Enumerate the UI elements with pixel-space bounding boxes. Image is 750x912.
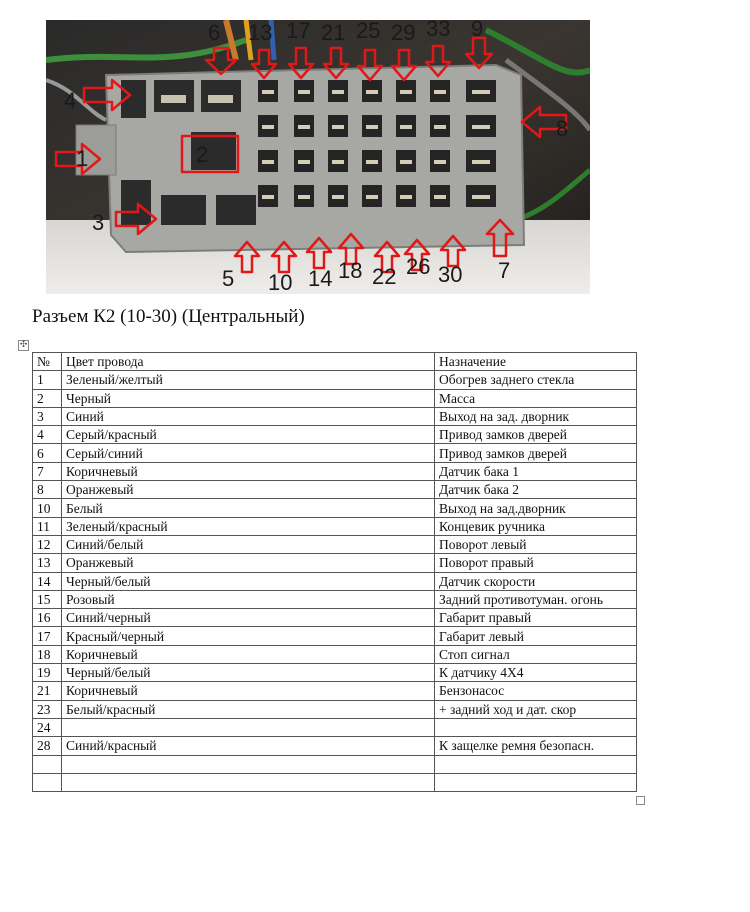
table-row <box>33 517 637 535</box>
pin-label: 4 <box>64 88 77 113</box>
cell-wire-color: Черный <box>62 389 435 407</box>
pin-label: 6 <box>208 20 221 45</box>
cell-wire-color: Белый/красный <box>62 700 435 718</box>
cell-pin-number: 6 <box>33 444 62 462</box>
pin-label: 3 <box>92 210 105 235</box>
cell-pin-number: 7 <box>33 462 62 480</box>
cell-wire-color <box>62 755 435 773</box>
cell-purpose: Габарит правый <box>435 609 637 627</box>
cell-purpose: Стоп сигнал <box>435 645 637 663</box>
pin-label: 2 <box>196 142 209 167</box>
cell-wire-color: Белый <box>62 499 435 517</box>
cell-wire-color: Черный/белый <box>62 572 435 590</box>
table-row <box>33 718 637 736</box>
pin-label: 21 <box>321 20 346 45</box>
cell-wire-color: Коричневый <box>62 682 435 700</box>
cell-purpose <box>435 755 637 773</box>
cell-purpose: Концевик ручника <box>435 517 637 535</box>
pin-label: 14 <box>308 266 333 291</box>
cell-wire-color: Серый/синий <box>62 444 435 462</box>
cell-purpose: Привод замков дверей <box>435 426 637 444</box>
table-row <box>33 664 637 682</box>
pin-label: 5 <box>222 266 235 291</box>
cell-purpose: Датчик бака 1 <box>435 462 637 480</box>
cell-wire-color: Серый/красный <box>62 426 435 444</box>
cell-wire-color: Коричневый <box>62 645 435 663</box>
cell-pin-number: 19 <box>33 664 62 682</box>
cell-purpose <box>435 773 637 791</box>
cell-pin-number: 13 <box>33 554 62 572</box>
cell-wire-color: Зеленый/красный <box>62 517 435 535</box>
cell-purpose: Выход на зад. дворник <box>435 407 637 425</box>
table-row <box>33 755 637 773</box>
pin-label: 25 <box>356 20 381 43</box>
cell-purpose: Обогрев заднего стекла <box>435 371 637 389</box>
table-row <box>33 462 637 480</box>
cell-purpose: Поворот правый <box>435 554 637 572</box>
cell-pin-number: 10 <box>33 499 62 517</box>
cell-wire-color: Оранжевый <box>62 554 435 572</box>
cell-purpose: Задний противотуман. огонь <box>435 590 637 608</box>
table-row <box>33 535 637 553</box>
table-header-row <box>33 353 637 371</box>
pinout-table <box>32 352 637 792</box>
cell-purpose <box>435 718 637 736</box>
cell-wire-color: Синий/черный <box>62 609 435 627</box>
cell-pin-number: 2 <box>33 389 62 407</box>
cell-pin-number: 11 <box>33 517 62 535</box>
cell-wire-color: Красный/черный <box>62 627 435 645</box>
table-row <box>33 444 637 462</box>
cell-wire-color: Синий/белый <box>62 535 435 553</box>
table-row <box>33 389 637 407</box>
cell-purpose: Масса <box>435 389 637 407</box>
cell-pin-number: 17 <box>33 627 62 645</box>
cell-purpose: Выход на зад.дворник <box>435 499 637 517</box>
pin-label: 1 <box>76 146 89 171</box>
pin-label: 29 <box>391 20 416 45</box>
connector-photo <box>46 20 590 294</box>
cell-purpose: Бензонасос <box>435 682 637 700</box>
cell-pin-number <box>33 755 62 773</box>
cell-pin-number: 3 <box>33 407 62 425</box>
table-row <box>33 590 637 608</box>
cell-purpose: Поворот левый <box>435 535 637 553</box>
pin-label: 10 <box>268 270 293 294</box>
connector-heading: Разъем К2 (10-30) (Центральный) <box>32 306 305 327</box>
table-row <box>33 554 637 572</box>
table-row <box>33 645 637 663</box>
cell-wire-color: Синий/красный <box>62 737 435 755</box>
table-row <box>33 627 637 645</box>
cell-pin-number: 23 <box>33 700 62 718</box>
cell-pin-number: 4 <box>33 426 62 444</box>
pin-label: 17 <box>286 20 311 43</box>
pin-label: 33 <box>426 20 451 41</box>
cell-pin-number: 21 <box>33 682 62 700</box>
cell-purpose: Датчик бака 2 <box>435 481 637 499</box>
cell-purpose: К датчику 4Х4 <box>435 664 637 682</box>
cell-pin-number <box>33 773 62 791</box>
header-number: № <box>33 353 62 371</box>
table-row <box>33 572 637 590</box>
cell-pin-number: 8 <box>33 481 62 499</box>
cell-wire-color <box>62 773 435 791</box>
cell-wire-color: Коричневый <box>62 462 435 480</box>
pin-label: 13 <box>248 20 273 45</box>
table-row <box>33 700 637 718</box>
pin-label: 9 <box>471 20 484 41</box>
table-row <box>33 481 637 499</box>
pin-label: 30 <box>438 262 463 287</box>
header-wire-color: Цвет провода <box>62 353 435 371</box>
cell-pin-number: 12 <box>33 535 62 553</box>
cell-wire-color: Зеленый/желтый <box>62 371 435 389</box>
cell-purpose: + задний ход и дат. скор <box>435 700 637 718</box>
cell-purpose: Привод замков дверей <box>435 444 637 462</box>
cell-wire-color: Черный/белый <box>62 664 435 682</box>
pin-label: 22 <box>372 264 397 289</box>
table-resize-handle[interactable] <box>636 796 645 805</box>
pin-label: 8 <box>556 116 569 141</box>
cell-pin-number: 16 <box>33 609 62 627</box>
table-row <box>33 609 637 627</box>
cell-pin-number: 18 <box>33 645 62 663</box>
pin-label: 26 <box>406 254 431 279</box>
table-move-handle-icon[interactable]: ✣ <box>19 340 28 350</box>
cell-purpose: Габарит левый <box>435 627 637 645</box>
table-row <box>33 499 637 517</box>
table-row <box>33 773 637 791</box>
cell-pin-number: 1 <box>33 371 62 389</box>
cell-pin-number: 15 <box>33 590 62 608</box>
cell-wire-color: Розовый <box>62 590 435 608</box>
pin-label: 18 <box>338 258 363 283</box>
cell-pin-number: 28 <box>33 737 62 755</box>
header-purpose: Назначение <box>435 353 637 371</box>
cell-purpose: К защелке ремня безопасн. <box>435 737 637 755</box>
table-row <box>33 737 637 755</box>
table-row <box>33 371 637 389</box>
table-row <box>33 407 637 425</box>
cell-wire-color <box>62 718 435 736</box>
cell-wire-color: Оранжевый <box>62 481 435 499</box>
cell-purpose: Датчик скорости <box>435 572 637 590</box>
table-row <box>33 426 637 444</box>
table-row <box>33 682 637 700</box>
pin-label: 7 <box>498 258 511 283</box>
cell-pin-number: 24 <box>33 718 62 736</box>
cell-pin-number: 14 <box>33 572 62 590</box>
cell-wire-color: Синий <box>62 407 435 425</box>
